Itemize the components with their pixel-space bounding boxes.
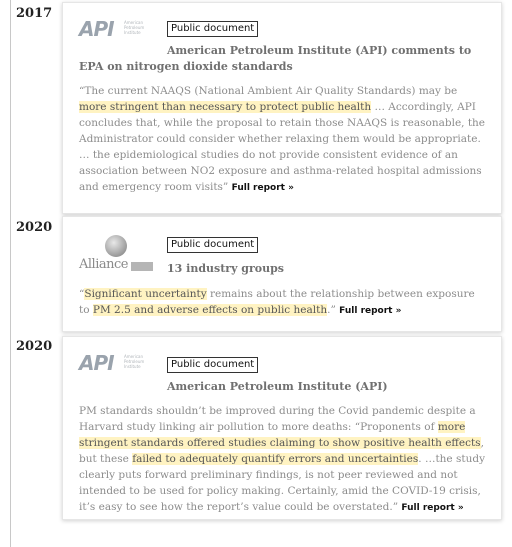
highlighted-phrase: failed to adequately quantify errors and uncertainties: [132, 453, 419, 465]
full-report-link[interactable]: Full report »: [401, 503, 464, 513]
year-label: 2017: [16, 6, 53, 21]
public-document-badge: Public document: [167, 21, 258, 37]
globe-icon: [105, 235, 127, 257]
highlighted-phrase: more stringent standards offered studies claiming to show positive health effects: [79, 421, 481, 449]
document-excerpt: [79, 286, 487, 319]
highlighted-phrase: more stringent than necessary to protect public health: [79, 101, 372, 113]
highlighted-phrase: PM 2.5 and adverse effects on public health: [92, 304, 328, 316]
document-headline: American Petroleum Institute (API): [167, 380, 388, 393]
document-headline: American Petroleum Institute (API) comments to EPA on nitrogen dioxide standards: [79, 44, 472, 73]
excerpt-segment: remains about the relationship between exposure to: [79, 288, 475, 316]
excerpt-text: [79, 288, 475, 316]
excerpt-segment: PM standards shouldn’t be improved during the Covid pandemic despite a Harvard study linking air pollution to more deaths: “Proponents of: [79, 405, 476, 433]
document-card: [62, 216, 502, 332]
full-report-link[interactable]: Full report »: [339, 306, 402, 316]
document-card: [62, 2, 502, 214]
public-document-badge: Public document: [167, 357, 258, 373]
year-label: 2020: [16, 220, 53, 235]
highlighted-phrase: Significant uncertainty: [84, 288, 207, 300]
excerpt-segment: . …the study clearly puts forward preliminary findings, is not peer reviewed and not intended to be used for policy making. Certainly, amid the COVID-19 crisis, it’s easy to see how the report’s value could be overstated.”: [79, 453, 485, 513]
excerpt-segment: “The current NAAQS (National Ambient Air Quality Standards) may be: [79, 85, 458, 97]
excerpt-segment: .”: [327, 304, 340, 316]
excerpt-text: [79, 405, 485, 513]
timeline-line: [10, 0, 11, 547]
alliance-logo: Alliance: [79, 235, 159, 279]
year-label: 2020: [16, 339, 53, 354]
excerpt-segment: , but these: [79, 437, 484, 465]
excerpt-segment: “: [79, 288, 85, 300]
document-card: [62, 336, 502, 520]
document-excerpt: [79, 403, 487, 516]
api-logo: API American Petroleum Institute: [79, 351, 145, 375]
excerpt-segment: … Accordingly, API concludes that, while the proposal to retain those NAAQS is reasonable, the Administrator could consider whether relaxing them would be appropriate. … the epidemiological studies do not provide consistent evidence of an association between NO2 exposure and asthma-related hospital admissions and emergency room visits”: [79, 101, 486, 193]
document-headline: 13 industry groups: [167, 262, 284, 275]
api-logo: API American Petroleum Institute: [79, 17, 145, 41]
excerpt-text: [79, 85, 485, 193]
full-report-link[interactable]: Full report »: [231, 183, 294, 193]
public-document-badge: Public document: [167, 237, 258, 253]
document-excerpt: [79, 83, 487, 196]
